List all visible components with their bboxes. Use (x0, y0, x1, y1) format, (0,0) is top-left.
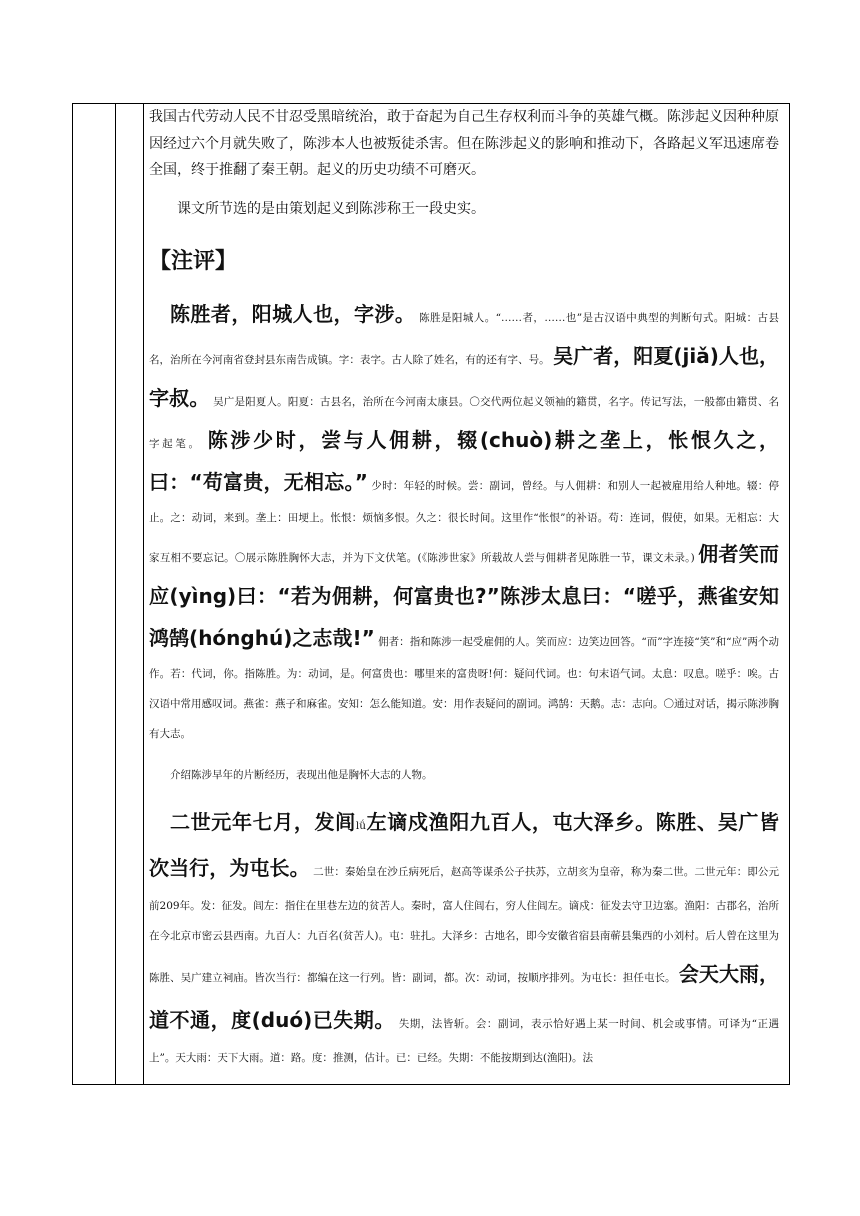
original-text: 陈胜者，阳城人也，字涉。 (170, 302, 416, 326)
original-text: 陈涉少时，尝与人佣耕，辍(chuò)耕之垄上，怅恨久之，曰：“苟富贵，无相忘。” (149, 428, 779, 494)
intro-paragraph: 课文所节选的是由策划起义到陈涉称王一段史实。 (177, 200, 485, 217)
content-cell (149, 104, 779, 1073)
annotation-note: 二世：秦始皇在沙丘病死后，赵高等谋杀公子扶苏，立胡亥为皇帝，称为秦二世。二世元年：即公元前209年。发：征发。闾左：指住在里巷左边的贫苦人。秦时，富人住闾右，穷人住闾左。谪戍：征发去守卫边塞。渔阳：古郡名，治所在今北京市密云县西南。九百人：九百名(贫苦人)。屯：驻扎。大泽乡：古地名，即今安徽省宿县南蕲县集西的小刘村。后人曾在这里为陈胜、吴广建立祠庙。皆次当行：都编在这一行列。皆：副词，都。次：动词，按顺序排列。为屯长：担任屯长。 (149, 866, 780, 984)
annotation-note: 失期，法皆斩。会：副词，表示恰好遇上某一时间、机会或事情。可译为“正遇上”。天大雨：天下大雨。道：路。度：推测，估计。已：已经。失期：不能按期到达(渔阳)。法 (149, 1018, 779, 1064)
annotation-note: 陈胜是阳城人。“……者，……也”是古汉语中典型的判断句式。阳城：古县名，治所在今河南省登封县东南告成镇。字：表字。古人除了姓名，有的还有字、号。 (149, 312, 779, 366)
column-divider (115, 104, 116, 1084)
summary-text: 介绍陈涉早年的片断经历，表现出他是胸怀大志的人物。 (170, 769, 433, 781)
original-text: 会天大雨，道不通，度(duó)已失期。 (149, 962, 780, 1032)
table-frame (72, 103, 790, 1085)
annotation-block (149, 799, 779, 1073)
column-divider (143, 104, 144, 1084)
annotation-note: 佣者：指和陈涉一起受雇佣的人。笑而应：边笑边回答。“而”字连接“笑”和“应”两个动作。若：代词，你。指陈胜。为：动词，是。何富贵也：哪里来的富贵呀!何：疑问代词。也：句末语气词。太息：叹息。嗟乎：唉。古汉语中常用感叹词。燕雀：燕子和麻雀。安知：怎么能知道。安：用作表疑问的副词。鸿鹄：天鹅。志：志向。〇通过对话，揭示陈涉胸有大志。 (149, 636, 779, 740)
original-text: 佣者笑而应(yìng)曰：“若为佣耕，何富贵也?”陈涉太息曰：“嗟乎，燕雀安知鸿鹄(hónghú)之志哉!” (149, 542, 779, 650)
section-heading: 【注评】 (149, 249, 238, 274)
intro-paragraph: 我国古代劳动人民不甘忍受黑暗统治，敢于奋起为自己生存权利而斗争的英雄气概。陈涉起义因种种原因经过六个月就失败了，陈涉本人也被叛徒杀害。但在陈涉起义的影响和推动下，各路起义军迅速席卷全国，终于推翻了秦王朝。起义的历史功绩不可磨灭。 (149, 109, 779, 178)
annotation-block (149, 293, 779, 749)
original-text: 吴广者，阳夏(jiǎ)人也，字叔。 (149, 344, 780, 410)
pinyin: lǘ (355, 820, 366, 832)
original-text: 二世元年七月，发闾 (170, 810, 356, 834)
annotation-note: 吴广是阳夏人。阳夏：古县名，治所在今河南太康县。〇交代两位起义领袖的籍贯，名字。传记写法，一般都由籍贯、名字起笔。 (149, 396, 780, 450)
original-text: 左谪戍渔阳九百人，屯大泽乡。陈胜、吴广皆次当行，为屯长。 (149, 810, 780, 880)
annotation-note: 少时：年轻的时候。尝：副词，曾经。与人佣耕：和别人一起被雇用给人种地。辍：停止。之：动词，来到。垄上：田埂上。怅恨：烦恼多恨。久之：很长时间。这里作“怅恨”的补语。苟：连词，假使，如果。无相忘：大家互相不要忘记。〇展示陈胜胸怀大志，并为下文伏笔。(《陈涉世家》所载故人尝与佣耕者见陈胜一节，课文未录。) (149, 480, 779, 564)
